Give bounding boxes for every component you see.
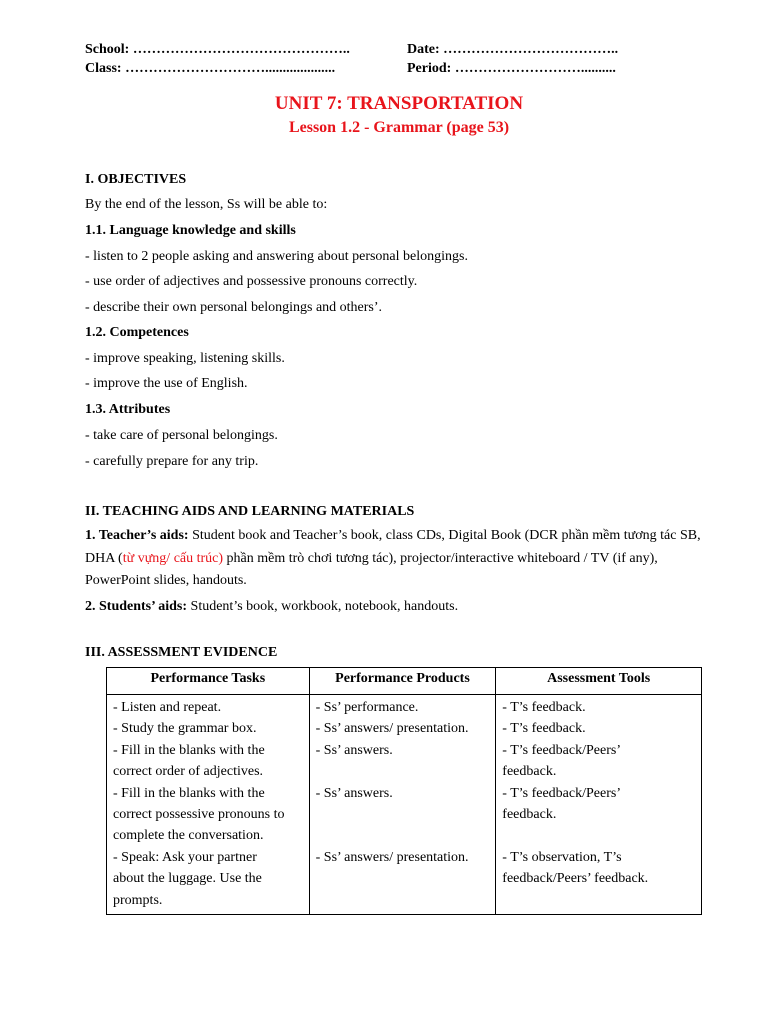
attributes-item: - carefully prepare for any trip. (85, 454, 259, 469)
objectives-heading: I. OBJECTIVES (85, 172, 187, 187)
product-line (316, 761, 491, 782)
product-line (316, 825, 491, 846)
product-line (316, 804, 491, 825)
students-aids-paragraph (85, 597, 458, 617)
tool-line: - T’s feedback. (502, 721, 586, 737)
competences-item: - improve speaking, listening skills. (85, 351, 285, 366)
column-header: Performance Products (309, 668, 496, 695)
school-label: School: (85, 42, 130, 57)
task-line: prompts. (113, 892, 163, 908)
performance-products-cell (309, 695, 496, 915)
product-line: - Ss’ answers. (315, 785, 393, 801)
tool-line (502, 825, 696, 846)
school-dots: ……………………………………….. (132, 42, 350, 57)
class-label: Class: (85, 61, 122, 76)
performance-tasks-cell (107, 695, 310, 915)
assessment-table (106, 667, 702, 915)
teacher-aids-text-red: từ vựng/ cấu trúc) (122, 550, 224, 566)
product-line: - Ss’ performance. (315, 700, 419, 715)
tool-line: - T’s observation, T’s (502, 849, 622, 865)
period-field (407, 59, 616, 78)
objectives-intro: By the end of the lesson, Ss will be able to: (85, 197, 328, 212)
table-header-row (107, 668, 702, 695)
students-aids-label: 2. Students’ aids: (85, 599, 188, 614)
product-line: - Ss’ answers. (315, 742, 393, 758)
school-field (85, 40, 350, 59)
date-field (407, 40, 618, 59)
teacher-aids-text-a: Student book and Teacher’s book, class CDs, Digital Book (DCR phần mềm tương tác SB, DHA ( (85, 528, 701, 566)
tool-line: feedback. (502, 764, 557, 780)
task-line: correct order of adjectives. (113, 764, 264, 780)
period-label: Period: (407, 61, 452, 76)
date-dots: ……………………………….. (443, 42, 619, 57)
class-dots: ………………………….................... (125, 61, 336, 76)
competences-heading: 1.2. Competences (85, 325, 189, 340)
task-line: correct possessive pronouns to (113, 807, 285, 823)
knowledge-item: - listen to 2 people asking and answering about personal belongings. (85, 249, 468, 264)
tool-line: feedback/Peers’ feedback. (502, 871, 649, 887)
table-row (107, 695, 702, 915)
task-line: about the luggage. Use the (113, 871, 262, 887)
students-aids-text: Student’s book, workbook, notebook, handouts. (187, 599, 459, 614)
task-line: - Listen and repeat. (113, 700, 222, 715)
attributes-heading: 1.3. Attributes (85, 402, 171, 417)
tool-line: - T’s feedback/Peers’ (502, 742, 621, 758)
assessment-heading: III. ASSESSMENT EVIDENCE (85, 645, 278, 660)
unit-title: UNIT 7: TRANSPORTATION (274, 93, 524, 114)
task-line: - Speak: Ask your partner (113, 849, 257, 865)
teacher-aids-paragraph (85, 525, 710, 593)
task-line: - Fill in the blanks with the (113, 785, 265, 801)
competences-item: - improve the use of English. (85, 376, 248, 391)
lesson-title: Lesson 1.2 - Grammar (page 53) (288, 119, 510, 136)
attributes-item: - take care of personal belongings. (85, 428, 278, 443)
tool-line: - T’s feedback. (502, 700, 586, 715)
product-line: - Ss’ answers/ presentation. (315, 721, 469, 737)
product-line: - Ss’ answers/ presentation. (315, 849, 469, 865)
teaching-aids-heading: II. TEACHING AIDS AND LEARNING MATERIALS (85, 504, 415, 519)
knowledge-item: - describe their own personal belongings and others’. (85, 300, 383, 315)
task-line: - Fill in the blanks with the (113, 742, 265, 758)
task-line: - Study the grammar box. (113, 721, 257, 737)
date-label: Date: (407, 42, 440, 57)
column-header: Performance Tasks (107, 668, 310, 695)
column-header: Assessment Tools (496, 668, 702, 695)
knowledge-item: - use order of adjectives and possessive pronouns correctly. (85, 274, 418, 289)
tool-line: - T’s feedback/Peers’ (502, 785, 621, 801)
teacher-aids-text-b: phần mềm trò chơi tương tác), projector/interactive whiteboard / TV (if any), PowerPoint slides, handouts. (85, 550, 658, 588)
assessment-tools-cell (496, 695, 702, 915)
teacher-aids-label: 1. Teacher’s aids: (85, 528, 189, 543)
class-field (85, 59, 335, 78)
period-dots: ……………………….......... (454, 61, 616, 76)
task-line: complete the conversation. (113, 828, 264, 844)
tool-line: feedback. (502, 807, 557, 823)
knowledge-heading: 1.1. Language knowledge and skills (85, 223, 296, 238)
